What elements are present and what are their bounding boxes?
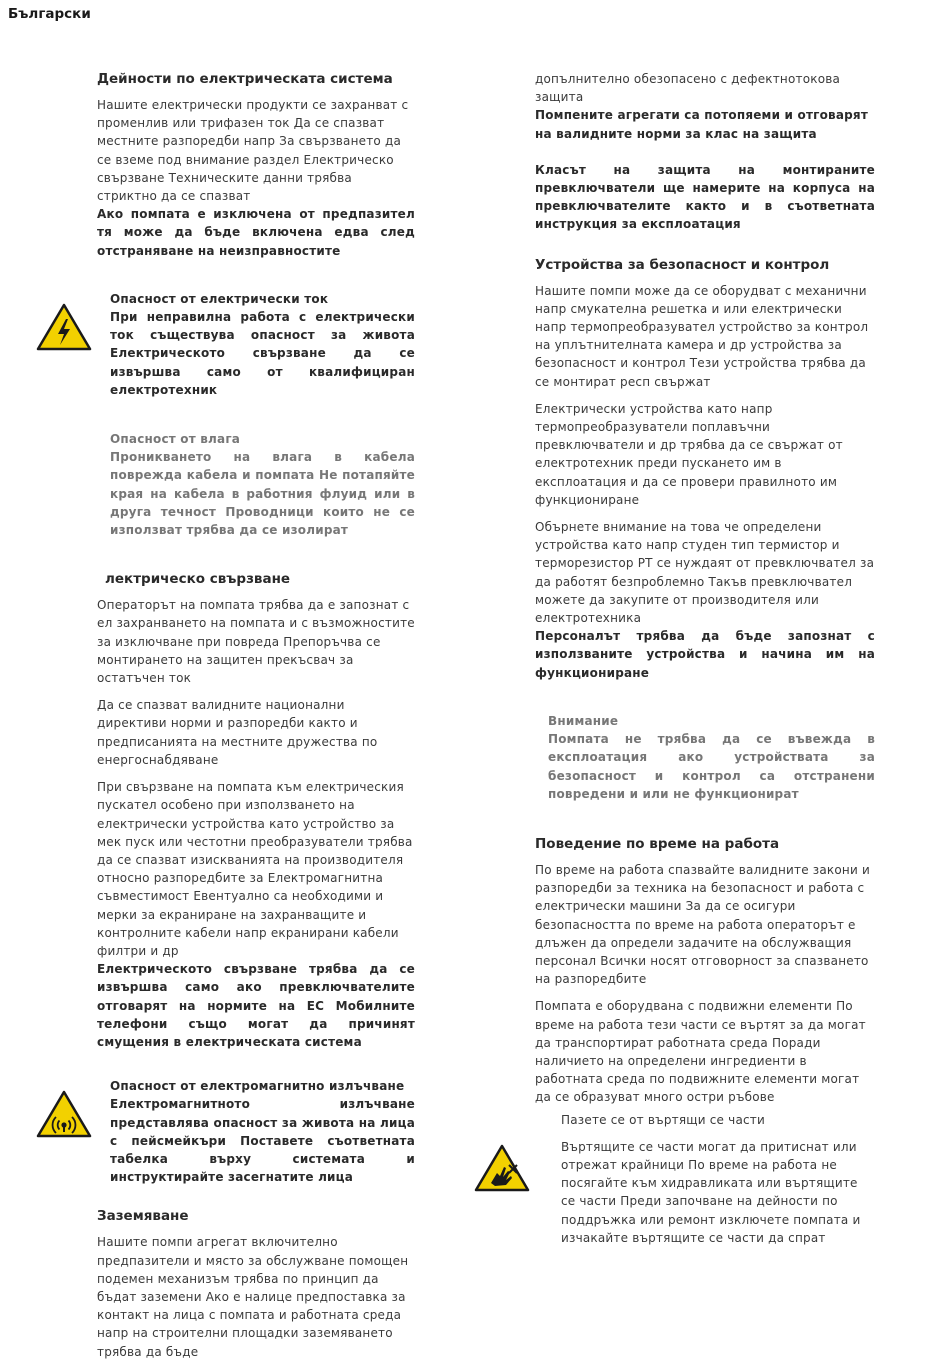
- paragraph: При свързване на помпата към електрическия пускател особено при използването на електрически устройства като устройство за мек пуск или честотни преобразуватели трябва да се спазват изискванията на производителя относно разпоредбите за Електромагнитна съвместимост Евентуално са необходими и мерки за екраниране на захранващите и контролните кабели напр екранирани кабели филтри и др: [97, 780, 413, 958]
- attention-note: [535, 712, 875, 803]
- paragraph: Нашите помпи може да се оборудват с механични напр смукателна решетка и или електрически напр термопреобразувател устройство за контрол на уплътнителната камера и др устройства за безопасност и контрол Тези устройства трябва да се монтират респ свържат: [535, 283, 869, 389]
- warning-body: Въртящите се части могат да притиснат или отрежат крайници По време на работа не посягайте към хидравликата или въртящите се части Преди започване на дейности по поддръжка или ремонт изключете помпата и изчакайте въртящите се части да спрат: [561, 1139, 861, 1245]
- heading-grounding: Заземяване: [97, 1208, 189, 1225]
- warning-body: Електромагнитното излъчване представлява опасност за живота на лица с пейсмейкъри Поставете съответната табелка върху системата и инструктирайте засегнатите лица: [110, 1097, 415, 1185]
- paragraph-bold: Персоналът трябва да бъде запознат с използваните устройства и начина им на функциониране: [535, 629, 875, 680]
- heading-electrical-actions: Дейности по електрическата система: [97, 71, 393, 87]
- high-voltage-warning-icon: [35, 302, 93, 352]
- paragraph: Помпата е оборудвана с подвижни елементи По време на работа тези части се въртят за да могат да транспортират работната среда Поради наличието на определени ингредиенти в работната среда по подвижните елементи могат да се образуват много остри ръбове: [535, 999, 866, 1105]
- warning-electric-current: [35, 290, 415, 399]
- paragraph: Операторът на помпата трябва да е запознат с ел захранването на помпата и с възможностите за изключване при повреда Препоръчва се монтирането на защитен прекъсвач за остатъчен ток: [97, 598, 415, 686]
- warning-body: При неправилна работа с електрически ток съществува опасност за живота Електрическото свързване да се извършва само от квалифициран електротехник: [110, 310, 415, 397]
- paragraph-bold: Помпените агрегати са потопяеми и отговарят на валидните норми за клас на защита: [535, 108, 868, 141]
- left-column: [97, 70, 415, 1370]
- paragraph-bold: Електрическото свързване трябва да се извършва само ако превключвателите отговарят на нормите на ЕС Мобилните телефони също могат да причинят смущения в електрическата система: [97, 962, 415, 1049]
- warning-electromagnetic: [35, 1077, 415, 1186]
- paragraph: Електрически устройства като напр термопреобразуватели поплавъчни превключватели и др трябва да се свържат от електротехник преди пускането им в експлоатация и да се провери правилното им функциониране: [535, 401, 843, 507]
- right-column: [535, 70, 875, 1256]
- paragraph-bold: Класът на защита на монтираните превключватели ще намерите на корпуса на превключвателите както и в съответната инструкция за експлоатация: [535, 162, 875, 232]
- language-label: Български: [8, 6, 91, 22]
- paragraph: По време на работа спазвайте валидните закони и разпоредби за техника на безопасност и работа с електрически машини За да се осигури безопасността по време на работа операторът е длъжен да определи задачите на обслужващия персонал Всички носят отговорност за спазването на разпоредбите: [535, 862, 870, 987]
- warning-body: Проникването на влага в кабела поврежда кабела и помпата Не потапяйте края на кабела в работния флуид или в друга течност Проводници които не се използват трябва да се изолират: [110, 450, 415, 538]
- paragraph: Нашите помпи агрегат включително предпазители и място за обслужване помощен подемен механизъм трябва по принцип да бъдат заземени Ако е налице предпоставка за контакт на лица с помпата и работната среда напр на строителни площадки заземяването трябва да бъде: [97, 1235, 409, 1359]
- warning-moisture: [35, 430, 415, 539]
- paragraph: Да се спазват валидните национални директиви норми и разпоредби както и предписанията на местните дружества по енергоснабдяване: [97, 698, 378, 767]
- heading-electrical-connection: лектрическо свързване: [105, 571, 291, 588]
- heading-operating-behavior: Поведение по време на работа: [535, 835, 780, 852]
- warning-rotating-parts: [473, 1111, 875, 1247]
- warning-title: Опасност от влага: [110, 432, 241, 447]
- warning-title: Опасност от електромагнитно излъчване: [110, 1079, 405, 1094]
- note-body: Помпата не трябва да се въвежда в експлоатация ако устройствата за безопасност и контрол са отстранени повредени и или не функционират: [548, 732, 875, 801]
- paragraph-bold: Ако помпата е изключена от предпазител тя може да бъде включена едва след отстраняване на неизправностите: [97, 207, 415, 258]
- paragraph: Обърнете внимание на това че определени устройства като напр студен тип термистор и терморезистор PT се нуждаят от превключвател за да работят безпроблемно Такъв превключвател можете да закупите от производителя или електротехника: [535, 520, 875, 626]
- warning-title: Пазете се от въртящи се части: [561, 1112, 765, 1127]
- electromagnetic-radiation-warning-icon: [35, 1089, 93, 1139]
- paragraph: допълнително обезопасено с дефектнотокова защита: [535, 72, 841, 105]
- heading-safety-devices: Устройства за безопасност и контрол: [535, 256, 830, 273]
- rotating-parts-hand-warning-icon: [473, 1143, 531, 1193]
- warning-title: Опасност от електрически ток: [110, 291, 329, 306]
- note-title: Внимание: [548, 713, 619, 728]
- paragraph: Нашите електрически продукти се захранват с променлив или трифазен ток Да се спазват местните разпоредби напр За свързването да се вземе под внимание раздел Електрическо свързване Техническите данни трябва стриктно да се спазват: [97, 98, 409, 204]
